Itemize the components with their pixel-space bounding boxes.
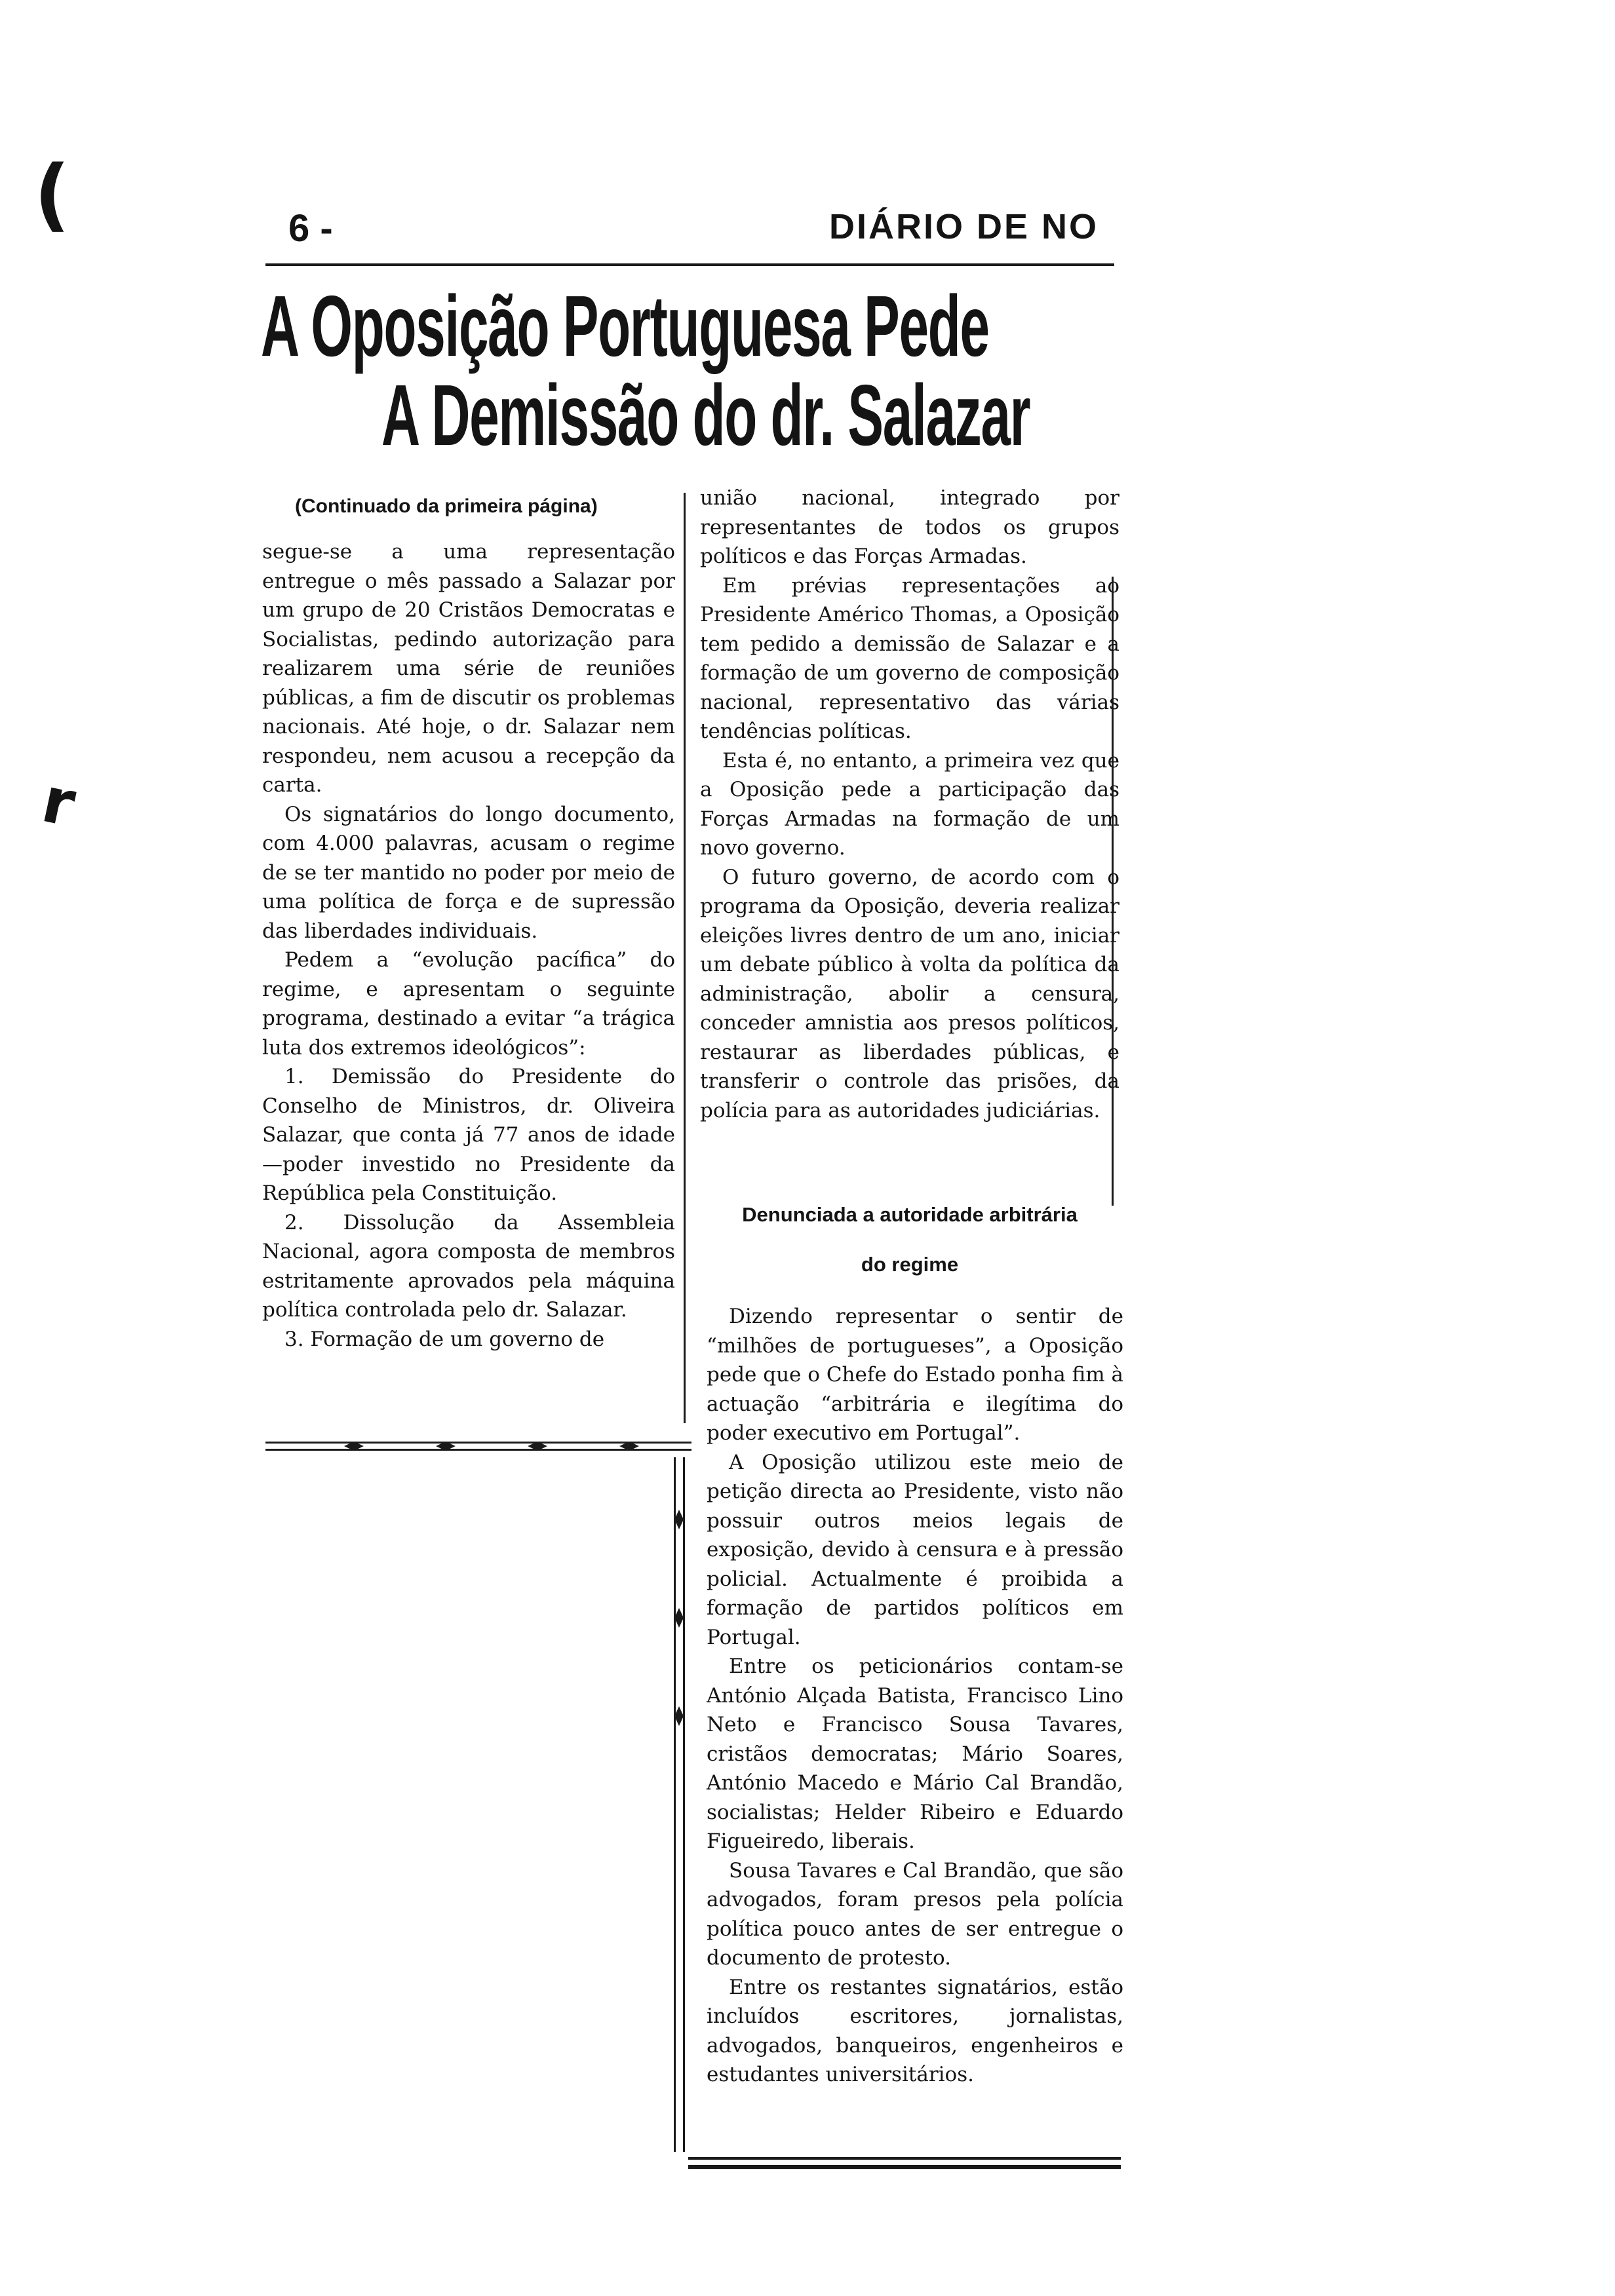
paragraph: Entre os peticionários contam-se António Alçada Batista, Francisco Lino Neto e Francisco Sousa Tavares, cristãos democratas; Mário Soares, António Macedo e Mário Cal Brandão, socialistas; Helder Ribeiro e Eduardo Figueiredo, liberais. <box>707 1655 1123 1853</box>
paragraph: 2. Dissolução da Assembleia Nacional, agora composta de membros estritamente aprovados pela máquina política controlada pelo dr. Salazar. <box>262 1210 675 1322</box>
headline-line-1: A Oposição Portuguesa Pede <box>261 278 989 374</box>
margin-mark-c: ( <box>34 149 70 240</box>
paragraph: A Oposição utilizou este meio de petição directa ao Presidente, visto não possuir outros meios legais de exposição, devido à censura e à pressão policial. Actualmente é proibida a formação de partidos políticos em Portugal. <box>707 1450 1123 1649</box>
paragraph: Pedem a “evolução pacífica” do regime, e apresentam o seguinte programa, destinado a evitar “a trágica luta dos extremos ideológicos”: <box>262 948 675 1060</box>
header-rule <box>265 263 1114 266</box>
paragraph: Em prévias representações ao Presidente Américo Thomas, a Oposição tem pedido a demissão de Salazar e a formação de um governo de composição nacional, representativo das várias tendências políticas. <box>700 573 1119 743</box>
paragraph: Entre os restantes signatários, estão incluídos escritores, jornalistas, advogados, banqueiros, engenheiros e estudantes universitários. <box>707 1975 1123 2086</box>
margin-mark-r: r <box>35 763 82 841</box>
paragraph: Esta é, no entanto, a primeira vez que a Oposição pede a participação das Forças Armadas na formação de um novo governo. <box>700 748 1119 860</box>
paragraph: 1. Demissão do Presidente do Conselho de Ministros, dr. Oliveira Salazar, que conta já 77 anos de idade—poder investido no Presidente da República pela Constituição. <box>262 1065 675 1205</box>
headline-line-2: A Demissão do dr. Salazar <box>381 367 1030 463</box>
paragraph: 3. Formação de um governo de <box>284 1327 605 1351</box>
paragraph: união nacional, integrado por representantes de todos os grupos políticos e das Forças Armadas. <box>700 486 1119 568</box>
right-column-bottom <box>707 1302 1123 2090</box>
column-divider <box>684 493 686 1423</box>
page-number: 6 - <box>288 207 333 250</box>
subheading-line-1: Denunciada a autoridade arbitrária <box>742 1203 1078 1226</box>
paragraph: Sousa Tavares e Cal Brandão, que são advogados, foram presos pela polícia política pouco antes de ser entregue o documento de protesto. <box>707 1858 1123 1970</box>
subheading-line-2: do regime <box>861 1253 959 1276</box>
left-column <box>262 537 675 1354</box>
ornamental-vertical-rule <box>670 1457 691 2152</box>
masthead: DIÁRIO DE NO <box>829 207 1099 246</box>
bottom-rule <box>688 2157 1121 2160</box>
paragraph: O futuro governo, de acordo com o programa da Oposição, deveria realizar eleições livres dentro de um ano, iniciar um debate público à volta da política da administração, abolir a censura, conceder amnistia aos presos políticos, restaurar as liberdades públicas, e transferir o controle das prisões, da polícia para as autoridades judiciárias. <box>700 865 1119 1122</box>
bottom-rule-thick <box>688 2165 1121 2169</box>
right-column-top <box>700 484 1119 1125</box>
continued-note: (Continuado da primeira página) <box>295 495 598 517</box>
paragraph: Dizendo representar o sentir de “milhões de portugueses”, a Oposição pede que o Chefe do Estado ponha fim à actuação “arbitrária e ilegítima do poder executivo em Portugal”. <box>707 1305 1123 1445</box>
paragraph: segue-se a uma representação entregue o mês passado a Salazar por um grupo de 20 Cristãos Democratas e Socialistas, pedindo autorização para realizarem uma série de reuniões públicas, a fim de discutir os problemas nacionais. Até hoje, o dr. Salazar nem respondeu, nem acusou a recepção da carta. <box>262 540 675 797</box>
ornamental-rule <box>265 1439 691 1453</box>
paragraph: Os signatários do longo documento, com 4.000 palavras, acusam o regime de se ter mantido no poder por meio de uma política de força e de supressão das liberdades individuais. <box>262 802 675 943</box>
